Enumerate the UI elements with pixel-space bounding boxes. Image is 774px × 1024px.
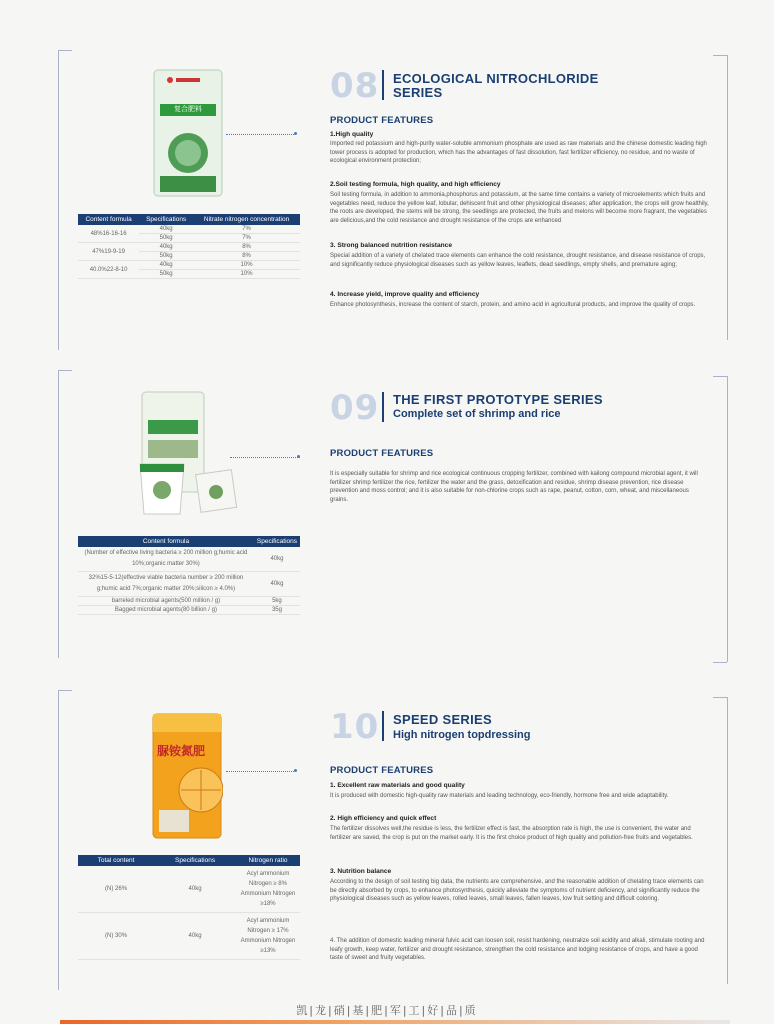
table-row: barreled microbial agents(500 million / g) 5kg [78, 597, 300, 606]
section-number: 10 [330, 707, 380, 747]
col-header: Nitrogen ratio [236, 855, 300, 866]
table-row: (N) 26% 40kg Acyl ammonium Nitrogen ≥ 8% Ammonium Nitrogen ≥18% [78, 866, 300, 913]
spec-table-09 [78, 536, 300, 615]
feature-heading: 2. High efficiency and quick effect [330, 815, 437, 822]
product-features-label: PRODUCT FEATURES [330, 115, 434, 126]
feature-heading: 4. Increase yield, improve quality and efficiency [330, 291, 480, 298]
col-header: Specifications [254, 536, 300, 547]
feature-text: It is produced with domestic high-quality raw materials and leading technology, eco-friendly, hormone free and wide adaptability. [330, 793, 669, 799]
footer-slogan: 凯|龙|硝|基|肥|军|工|好|品|质 [296, 1004, 478, 1017]
feature-text: Imported red potassium and high-purity water-soluble ammonium phosphate are used as raw materials and the chinese domestic leading high tower process is adopted for production, which has the advantages of fast dissolution, fast fertilizer efficiency, no residue, and no waste of ecological environment protection; [330, 141, 707, 165]
footer-bar [60, 1020, 730, 1024]
spec-table-10 [78, 855, 300, 960]
package-label: 脲铵氮肥 [157, 744, 206, 758]
table-row: (N) 30% 40kg Acyl ammonium Nitrogen ≥ 17% Ammonium Nitrogen ≥13% [78, 913, 300, 960]
feature-heading: 1. Excellent raw materials and good quality [330, 782, 465, 789]
feature-heading: 3. Nutrition balance [330, 868, 392, 875]
table-row: Bagged microbial agents(80 billion / g) 35g [78, 606, 300, 615]
feature-heading: 1.High quality [330, 131, 374, 138]
table-row: 48%16-16-16 40kg 7% [78, 225, 300, 234]
section-number: 08 [330, 66, 380, 106]
section-title: THE FIRST PROTOTYPE SERIES [393, 392, 603, 407]
feature-text: The fertilizer dissolves well,the residue is less, the fertilizer effect is fast, the absorption rate is high, the use is convenient, the water and fertilizer are saved, the crop is put on the market early. It is the first choice product of high quality and pollution-free fruits and vegetables. [330, 826, 693, 841]
section-title: SPEED SERIES [393, 712, 492, 727]
product-features-label: PRODUCT FEATURES [330, 765, 434, 776]
feature-text: Soil testing formula, in addition to ammonia,phosphorus and potassium, at the same time contains a variety of microelements which fruits and vegetables need, reduce the yellow leaf, lobular, dehiscent fruit and other physiological diseases; after application, the crops will grow healthily, the roots are developed, the stems will be strong, the seedlings are protected, the fruits and melons will become more fragrant, the vegetables are delicious,and the cold resistance and drought resistance of the crops are enhanced [330, 192, 709, 224]
col-header: Specifications [154, 855, 236, 866]
col-header: Content formula [78, 214, 139, 225]
feature-text: It is especially suitable for shrimp and rice ecological continuous cropping fertilizer, combined with kailong compound microbial agent, it will fertilizer shrimp fertilizer the rice, fertilizer the water and the grass, detoxification and residue, shrimp disease prevention, rice disease prevention and moss control; and it is also suitable for non-chlorine crops such as rape, peanut, cotton, corn, wheat, and miscellaneous grains. [330, 471, 698, 503]
table-row: 50kg 10% [78, 270, 300, 279]
spec-table-08 [78, 214, 300, 279]
feature-text: Enhance photosynthesis, increase the content of starch, protein, and amino acid in agricultural products, and improve the quality of crops. [330, 302, 696, 308]
section-title: ECOLOGICAL NITROCHLORIDE [393, 71, 599, 86]
col-header: Nitrate nitrogen concentration [193, 214, 300, 225]
table-row: 40.0%22-8-10 40kg 10% [78, 261, 300, 270]
table-row: 50kg 8% [78, 252, 300, 261]
col-header: Specifications [139, 214, 193, 225]
feature-text: According to the design of soil testing big data, the nutrients are comprehensive, and the reasonable addition of chelating trace elements can be directly absorbed by crops, to enhance photosynthesis, quickly alleviate the symptoms of nutrient deficiency, and significantly reduce the physiological diseases such as yellow leaves, rolled leaves, small leaves, fallen leaves, low fruit setting and difficult coloring. [330, 879, 704, 903]
feature-text: Special addition of a variety of chelated trace elements can enhance the cold resistance, drought resistance, and disease resistance of crops, and significantly reduce physiological diseases such as yellow leaves, leaflets, dead seedlings, empty shells, and premature aging; [330, 253, 706, 268]
section-number: 09 [330, 388, 380, 428]
product-package-08 [152, 68, 224, 198]
section-subtitle: Complete set of shrimp and rice [393, 408, 561, 420]
feature-text: 4. The addition of domestic leading mineral fulvic acid can loosen soil, resist hardening, neutralize soil acidity and alkali, stimulate rooting and leafy growth, keep water, fertilizer and drought resistance, strengthen the cold resistance and lodging resistance of crops, and have a good taste of sweet and fruity vegetables. [330, 938, 705, 962]
feature-heading: 3. Strong balanced nutrition resistance [330, 242, 453, 249]
package-label: 复合肥料 [174, 105, 202, 113]
table-row: 47%19-9-19 40kg 8% [78, 243, 300, 252]
section-title-line2: SERIES [393, 85, 443, 100]
table-row: 50kg 7% [78, 234, 300, 243]
feature-heading: 2.Soil testing formula, high quality, and high efficiency [330, 181, 501, 188]
product-package-09 [132, 390, 242, 518]
product-features-label: PRODUCT FEATURES [330, 448, 434, 459]
table-row: 32%15-5-12(effective viable bacteria number ≥ 200 million g;humic acid 7%;organic matter 20%;silicon ≥ 4.0%) 40kg [78, 572, 300, 597]
col-header: Total content [78, 855, 154, 866]
col-header: Content formula [78, 536, 254, 547]
section-subtitle: High nitrogen topdressing [393, 729, 531, 741]
table-row: (Number of effective living bacteria ≥ 200 million g;humic acid 10%;organic matter 30%) 40kg [78, 547, 300, 572]
product-package-10 [151, 712, 223, 840]
